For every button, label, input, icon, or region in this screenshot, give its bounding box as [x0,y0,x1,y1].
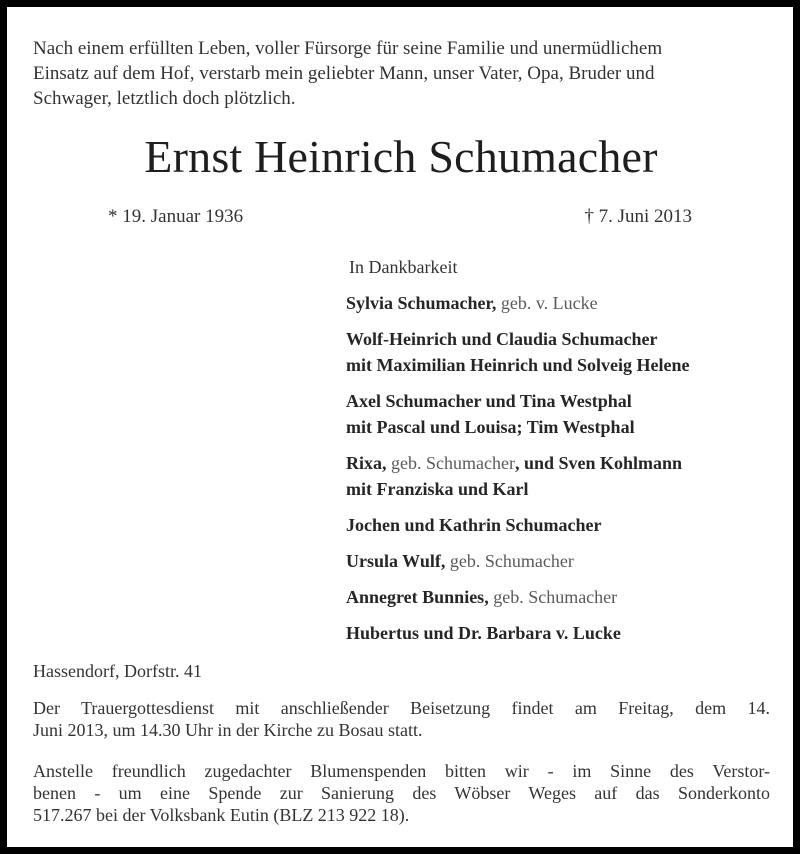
service-line: Juni 2013, um 14.30 Uhr in der Kirche zu Bosau statt. [33,720,423,740]
donation-line: 517.267 bei der Volksbank Eutin (BLZ 213 922 18). [33,805,410,825]
donation-paragraph [33,760,770,826]
mourner-name: mit Maximilian Heinrich und Solveig Helene [346,355,690,375]
mourner-line [346,476,786,502]
mourner-name: mit Pascal und Louisa; Tim Westphal [346,417,635,437]
deceased-name: Ernst Heinrich Schumacher [144,131,658,182]
thanks-label: In Dankbarkeit [349,257,458,277]
mourner-name: Jochen und Kathrin Schumacher [346,515,602,535]
address: Hassendorf, Dorfstr. 41 [33,661,202,681]
mourner-name: , und Sven Kohlmann [514,453,683,473]
mourner-entry [346,548,786,574]
mourners-list [346,255,786,656]
mourner-line [346,352,786,378]
service-paragraph [33,697,770,741]
mourner-entry [346,326,786,378]
mourner-line [346,326,786,352]
donation-line: Anstelle freundlich zugedachter Blumenspenden bitten wir - im Sinne des Verstor- [33,761,770,781]
donation-line: benen - um eine Spende zur Sanierung des Wöbser Weges auf das Sonderkonto [33,783,770,803]
death-date: † 7. Juni 2013 [584,206,692,227]
birth-date: * 19. Januar 1936 [108,206,244,227]
maiden-name-note: geb. Schumacher [386,453,515,473]
mourner-entry [346,620,786,646]
mourner-line [346,388,786,414]
mourner-name: Rixa, [346,453,387,473]
intro-paragraph [33,36,773,111]
obituary-notice [7,7,793,847]
mourner-name: Sylvia Schumacher, [346,293,497,313]
mourner-entry [346,290,786,316]
mourner-name: mit Franziska und Karl [346,479,529,499]
mourner-line [346,512,786,538]
mourner-entry [346,388,786,440]
mourner-entry [346,450,786,502]
service-line: Der Trauergottesdienst mit anschließender Beisetzung findet am Freitag, dem 14. [33,698,770,718]
maiden-name-note: geb. Schumacher [488,587,618,607]
mourner-line [346,414,786,440]
intro-line: Schwager, letztlich doch plötzlich. [33,88,296,109]
mourner-name: Ursula Wulf, [346,551,446,571]
mourner-entry [346,584,786,610]
mourner-name: Annegret Bunnies, [346,587,489,607]
mourner-name: Axel Schumacher und Tina Westphal [346,391,632,411]
mourner-line [346,620,786,646]
mourner-entry [346,512,786,538]
mourner-name: Wolf-Heinrich und Claudia Schumacher [346,329,658,349]
intro-line: Nach einem erfüllten Leben, voller Fürsorge für seine Familie und unermüdlichem [33,38,663,59]
mourner-line [346,548,786,574]
mourner-name: Hubertus und Dr. Barbara v. Lucke [346,623,621,643]
mourner-line [346,584,786,610]
intro-line: Einsatz auf dem Hof, verstarb mein geliebter Mann, unser Vater, Opa, Bruder und [33,63,655,84]
mourner-entries [346,290,786,646]
maiden-name-note: geb. v. Lucke [496,293,598,313]
mourner-line [346,290,786,316]
mourner-line [346,450,786,476]
maiden-name-note: geb. Schumacher [445,551,574,571]
